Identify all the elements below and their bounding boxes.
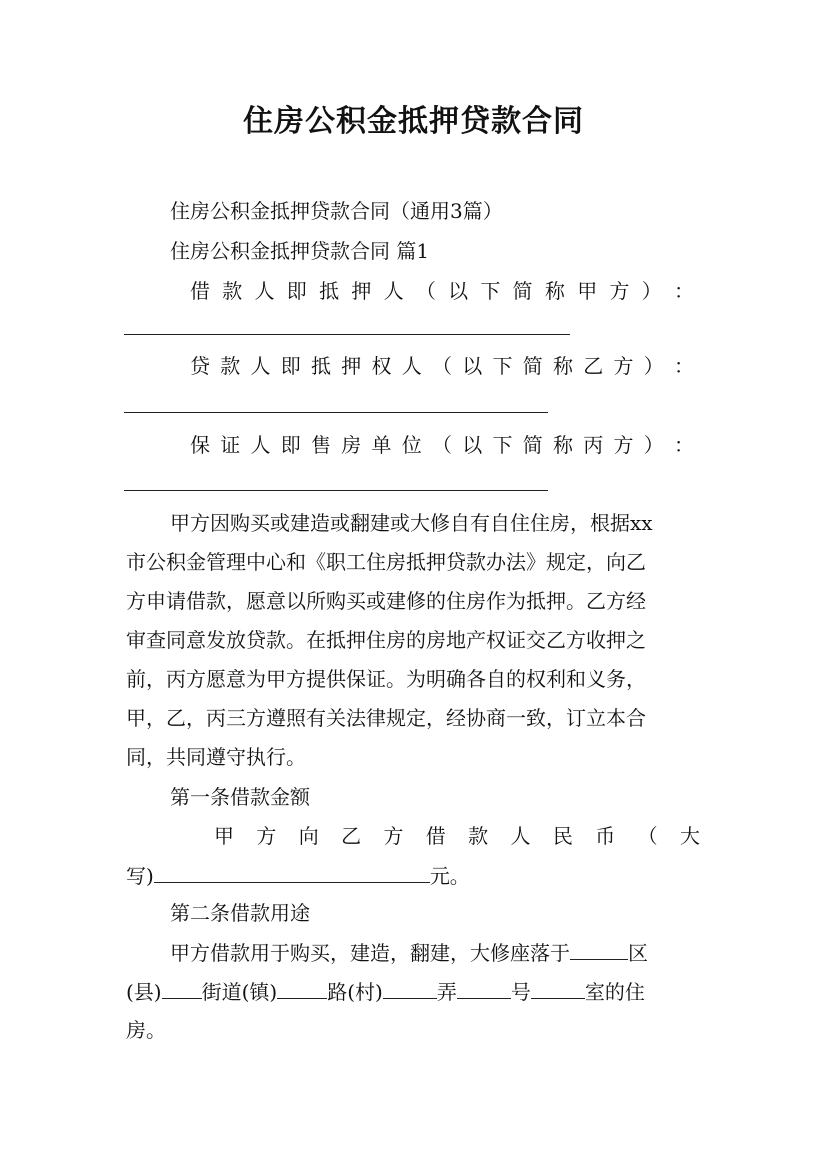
borrower-label: 借 款 人 即 抵 押 人 （ 以 下 简 称 甲 方 ） ： <box>190 279 694 303</box>
borrower-blank-line <box>124 334 570 335</box>
amount-prefix: 写) <box>126 864 154 888</box>
intro-line: 方申请借款，愿意以所购买或建修的住房作为抵押。乙方经 <box>126 589 646 613</box>
road-label: 路(村) <box>327 980 383 1004</box>
article2-line2 <box>126 976 645 1007</box>
number-blank <box>531 976 585 999</box>
guarantor-blank-line <box>124 490 548 491</box>
subtitle: 住房公积金抵押贷款合同（通用3篇） <box>170 199 503 223</box>
intro-line: 同，共同遵守执行。 <box>126 745 306 769</box>
intro-line: 前，丙方愿意为甲方提供保证。为明确各自的权利和义务， <box>126 667 646 691</box>
street-blank <box>277 976 327 999</box>
lane-label: 弄 <box>436 980 457 1004</box>
amount-blank <box>154 860 430 883</box>
article2-heading: 第二条借款用途 <box>170 901 310 925</box>
room-label: 室的住 <box>584 980 645 1004</box>
number-label: 号 <box>510 980 531 1004</box>
article2-line1 <box>170 937 648 968</box>
article1-line2 <box>126 860 470 891</box>
street-label: 街道(镇) <box>201 980 278 1004</box>
district-blank <box>570 937 628 960</box>
intro-line: 审查同意发放贷款。在抵押住房的房地产权证交乙方收押之 <box>126 628 646 652</box>
county-label: (县) <box>126 980 162 1004</box>
article1-heading: 第一条借款金额 <box>170 785 310 809</box>
article1-line1: 甲 方 向 乙 方 借 款 人 民 币 （ 大 <box>214 824 700 848</box>
article2-line3: 房。 <box>126 1018 166 1042</box>
intro-line: 甲方因购买或建造或翻建或大修自有自住住房，根据xx <box>170 511 653 535</box>
lender-blank-line <box>124 412 548 413</box>
lender-label: 贷 款 人 即 抵 押 权 人 （ 以 下 简 称 乙 方 ） ： <box>190 354 694 378</box>
road-blank <box>383 976 437 999</box>
intro-line: 甲，乙，丙三方遵照有关法律规定，经协商一致，订立本合 <box>126 706 646 730</box>
county-blank <box>162 976 202 999</box>
district-label: 区 <box>628 941 648 965</box>
intro-line: 市公积金管理中心和《职工住房抵押贷款办法》规定，向乙 <box>126 550 646 574</box>
chapter-heading: 住房公积金抵押贷款合同 篇1 <box>170 239 430 263</box>
guarantor-label: 保 证 人 即 售 房 单 位 （ 以 下 简 称 丙 方 ） ： <box>190 433 694 457</box>
amount-suffix: 元。 <box>429 864 470 888</box>
lane-blank <box>457 976 511 999</box>
article2-purpose-text: 甲方借款用于购买，建造，翻建，大修座落于 <box>170 941 570 965</box>
document-title: 住房公积金抵押贷款合同 <box>243 104 584 139</box>
